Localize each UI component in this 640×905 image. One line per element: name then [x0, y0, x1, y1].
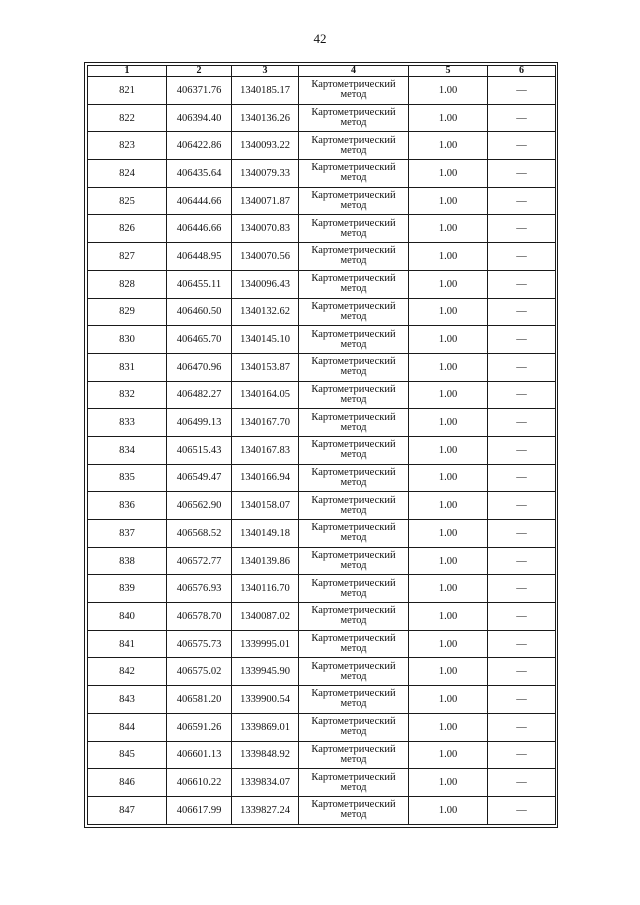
column-header-2: 2: [167, 66, 232, 77]
method-cell: [299, 547, 409, 575]
note-cell: —: [488, 520, 556, 548]
column-header-5: 5: [409, 66, 488, 77]
accuracy-cell: 1.00: [409, 104, 488, 132]
y-coordinate-cell: 1340167.70: [232, 409, 299, 437]
point-number-cell: 836: [88, 492, 167, 520]
method-text-line-1: Картометрический: [311, 494, 396, 506]
method-cell: [299, 132, 409, 160]
accuracy-cell: 1.00: [409, 796, 488, 824]
page-number: 42: [313, 31, 327, 46]
point-number-cell: 821: [88, 77, 167, 105]
y-coordinate-cell: 1339827.24: [232, 796, 299, 824]
method-text-line-2: метод: [340, 615, 367, 627]
method-cell: [299, 298, 409, 326]
point-number-cell: 835: [88, 464, 167, 492]
x-coordinate-cell: 406578.70: [167, 603, 232, 631]
note-cell: —: [488, 464, 556, 492]
y-coordinate-cell: 1339869.01: [232, 713, 299, 741]
method-text-line-2: метод: [340, 255, 367, 267]
accuracy-cell: 1.00: [409, 77, 488, 105]
method-text-line-2: метод: [340, 698, 367, 710]
method-text-line-1: Картометрический: [311, 688, 396, 700]
y-coordinate-cell: 1339900.54: [232, 686, 299, 714]
method-text-line-2: метод: [340, 227, 367, 239]
method-text-line-1: Картометрический: [311, 411, 396, 423]
x-coordinate-cell: 406601.13: [167, 741, 232, 769]
method-text-line-1: Картометрический: [311, 383, 396, 395]
method-cell: [299, 270, 409, 298]
table-row: [88, 243, 556, 271]
table-row: [88, 575, 556, 603]
x-coordinate-cell: 406549.47: [167, 464, 232, 492]
column-header-3: 3: [232, 66, 299, 77]
y-coordinate-cell: 1340087.02: [232, 603, 299, 631]
note-cell: —: [488, 713, 556, 741]
table-row: [88, 104, 556, 132]
note-cell: —: [488, 353, 556, 381]
accuracy-cell: 1.00: [409, 215, 488, 243]
method-cell: [299, 160, 409, 188]
y-coordinate-cell: 1340145.10: [232, 326, 299, 354]
table-row: [88, 436, 556, 464]
method-text-line-2: метод: [340, 310, 367, 322]
note-cell: —: [488, 741, 556, 769]
x-coordinate-cell: 406562.90: [167, 492, 232, 520]
table-row: [88, 603, 556, 631]
accuracy-cell: 1.00: [409, 547, 488, 575]
table-row: [88, 741, 556, 769]
method-text-line-1: Картометрический: [311, 439, 396, 451]
column-header-4: 4: [299, 66, 409, 77]
y-coordinate-cell: 1340149.18: [232, 520, 299, 548]
table-row: [88, 353, 556, 381]
note-cell: —: [488, 298, 556, 326]
method-cell: [299, 769, 409, 797]
y-coordinate-cell: 1340079.33: [232, 160, 299, 188]
x-coordinate-cell: 406515.43: [167, 436, 232, 464]
x-coordinate-cell: 406371.76: [167, 77, 232, 105]
method-cell: [299, 104, 409, 132]
y-coordinate-cell: 1340185.17: [232, 77, 299, 105]
table-row: [88, 769, 556, 797]
x-coordinate-cell: 406617.99: [167, 796, 232, 824]
point-number-cell: 844: [88, 713, 167, 741]
note-cell: —: [488, 575, 556, 603]
method-cell: [299, 603, 409, 631]
method-text-line-2: метод: [340, 117, 367, 129]
x-coordinate-cell: 406470.96: [167, 353, 232, 381]
note-cell: —: [488, 270, 556, 298]
method-text-line-1: Картометрический: [311, 134, 396, 146]
method-text-line-2: метод: [340, 781, 367, 793]
y-coordinate-cell: 1340167.83: [232, 436, 299, 464]
method-text-line-2: метод: [340, 809, 367, 821]
table-row: [88, 215, 556, 243]
note-cell: —: [488, 658, 556, 686]
note-cell: —: [488, 132, 556, 160]
point-number-cell: 834: [88, 436, 167, 464]
accuracy-cell: 1.00: [409, 132, 488, 160]
point-number-cell: 822: [88, 104, 167, 132]
accuracy-cell: 1.00: [409, 298, 488, 326]
accuracy-cell: 1.00: [409, 436, 488, 464]
method-text-line-1: Картометрический: [311, 577, 396, 589]
point-number-cell: 829: [88, 298, 167, 326]
method-text-line-2: метод: [340, 89, 367, 101]
method-text-line-1: Картометрический: [311, 328, 396, 340]
accuracy-cell: 1.00: [409, 713, 488, 741]
accuracy-cell: 1.00: [409, 243, 488, 271]
method-cell: [299, 464, 409, 492]
method-cell: [299, 796, 409, 824]
table-row: [88, 270, 556, 298]
method-text-line-1: Картометрический: [311, 605, 396, 617]
method-text-line-1: Картометрический: [311, 162, 396, 174]
note-cell: —: [488, 104, 556, 132]
note-cell: —: [488, 547, 556, 575]
method-cell: [299, 215, 409, 243]
note-cell: —: [488, 603, 556, 631]
method-text-line-2: метод: [340, 338, 367, 350]
point-number-cell: 842: [88, 658, 167, 686]
x-coordinate-cell: 406446.66: [167, 215, 232, 243]
method-text-line-1: Картометрический: [311, 550, 396, 562]
note-cell: —: [488, 409, 556, 437]
method-text-line-1: Картометрический: [311, 190, 396, 202]
method-text-line-1: Картометрический: [311, 771, 396, 783]
method-cell: [299, 409, 409, 437]
method-text-line-1: Картометрический: [311, 245, 396, 257]
accuracy-cell: 1.00: [409, 409, 488, 437]
y-coordinate-cell: 1340093.22: [232, 132, 299, 160]
method-cell: [299, 326, 409, 354]
point-number-cell: 839: [88, 575, 167, 603]
method-text-line-1: Картометрический: [311, 743, 396, 755]
accuracy-cell: 1.00: [409, 381, 488, 409]
x-coordinate-cell: 406394.40: [167, 104, 232, 132]
y-coordinate-cell: 1340164.05: [232, 381, 299, 409]
x-coordinate-cell: 406448.95: [167, 243, 232, 271]
accuracy-cell: 1.00: [409, 769, 488, 797]
note-cell: —: [488, 769, 556, 797]
table-body: [88, 77, 556, 825]
method-text-line-1: Картометрический: [311, 522, 396, 534]
note-cell: —: [488, 215, 556, 243]
note-cell: —: [488, 630, 556, 658]
method-cell: [299, 575, 409, 603]
method-text-line-1: Картометрический: [311, 799, 396, 811]
x-coordinate-cell: 406460.50: [167, 298, 232, 326]
method-text-line-1: Картометрический: [311, 300, 396, 312]
y-coordinate-cell: 1339995.01: [232, 630, 299, 658]
note-cell: —: [488, 160, 556, 188]
x-coordinate-cell: 406610.22: [167, 769, 232, 797]
accuracy-cell: 1.00: [409, 575, 488, 603]
x-coordinate-cell: 406575.02: [167, 658, 232, 686]
accuracy-cell: 1.00: [409, 160, 488, 188]
point-number-cell: 824: [88, 160, 167, 188]
method-text-line-2: метод: [340, 421, 367, 433]
note-cell: —: [488, 187, 556, 215]
method-text-line-2: метод: [340, 393, 367, 405]
y-coordinate-cell: 1340096.43: [232, 270, 299, 298]
y-coordinate-cell: 1340070.83: [232, 215, 299, 243]
column-header-6: 6: [488, 66, 556, 77]
note-cell: —: [488, 796, 556, 824]
column-header-1: 1: [88, 66, 167, 77]
x-coordinate-cell: 406435.64: [167, 160, 232, 188]
accuracy-cell: 1.00: [409, 326, 488, 354]
point-number-cell: 831: [88, 353, 167, 381]
table-row: [88, 298, 556, 326]
method-cell: [299, 630, 409, 658]
point-number-cell: 846: [88, 769, 167, 797]
accuracy-cell: 1.00: [409, 270, 488, 298]
table-row: [88, 520, 556, 548]
y-coordinate-cell: 1340136.26: [232, 104, 299, 132]
table-row: [88, 796, 556, 824]
y-coordinate-cell: 1340070.56: [232, 243, 299, 271]
point-number-cell: 845: [88, 741, 167, 769]
method-text-line-1: Картометрический: [311, 716, 396, 728]
accuracy-cell: 1.00: [409, 520, 488, 548]
y-coordinate-cell: 1339834.07: [232, 769, 299, 797]
table-row: [88, 326, 556, 354]
y-coordinate-cell: 1339848.92: [232, 741, 299, 769]
accuracy-cell: 1.00: [409, 353, 488, 381]
method-text-line-2: метод: [340, 726, 367, 738]
x-coordinate-cell: 406591.26: [167, 713, 232, 741]
x-coordinate-cell: 406422.86: [167, 132, 232, 160]
method-text-line-1: Картометрический: [311, 79, 396, 91]
table-row: [88, 381, 556, 409]
method-text-line-1: Картометрический: [311, 273, 396, 285]
method-cell: [299, 77, 409, 105]
method-cell: [299, 187, 409, 215]
point-number-cell: 843: [88, 686, 167, 714]
table-row: [88, 658, 556, 686]
accuracy-cell: 1.00: [409, 464, 488, 492]
method-cell: [299, 686, 409, 714]
point-number-cell: 832: [88, 381, 167, 409]
method-cell: [299, 658, 409, 686]
x-coordinate-cell: 406575.73: [167, 630, 232, 658]
point-number-cell: 825: [88, 187, 167, 215]
method-text-line-2: метод: [340, 504, 367, 516]
method-text-line-2: метод: [340, 643, 367, 655]
accuracy-cell: 1.00: [409, 741, 488, 769]
y-coordinate-cell: 1340166.94: [232, 464, 299, 492]
x-coordinate-cell: 406499.13: [167, 409, 232, 437]
point-number-cell: 833: [88, 409, 167, 437]
column-number-header-row: [88, 66, 556, 77]
method-text-line-2: метод: [340, 449, 367, 461]
coordinates-table: [87, 65, 556, 825]
point-number-cell: 847: [88, 796, 167, 824]
method-text-line-1: Картометрический: [311, 217, 396, 229]
x-coordinate-cell: 406482.27: [167, 381, 232, 409]
method-text-line-2: метод: [340, 532, 367, 544]
table-row: [88, 132, 556, 160]
x-coordinate-cell: 406444.66: [167, 187, 232, 215]
y-coordinate-cell: 1340139.86: [232, 547, 299, 575]
y-coordinate-cell: 1339945.90: [232, 658, 299, 686]
point-number-cell: 838: [88, 547, 167, 575]
method-text-line-2: метод: [340, 476, 367, 488]
note-cell: —: [488, 326, 556, 354]
method-text-line-2: метод: [340, 753, 367, 765]
x-coordinate-cell: 406572.77: [167, 547, 232, 575]
x-coordinate-cell: 406568.52: [167, 520, 232, 548]
table-row: [88, 630, 556, 658]
note-cell: —: [488, 436, 556, 464]
y-coordinate-cell: 1340153.87: [232, 353, 299, 381]
accuracy-cell: 1.00: [409, 603, 488, 631]
method-text-line-2: метод: [340, 560, 367, 572]
y-coordinate-cell: 1340116.70: [232, 575, 299, 603]
accuracy-cell: 1.00: [409, 686, 488, 714]
y-coordinate-cell: 1340132.62: [232, 298, 299, 326]
method-cell: [299, 381, 409, 409]
table-row: [88, 160, 556, 188]
method-cell: [299, 741, 409, 769]
x-coordinate-cell: 406465.70: [167, 326, 232, 354]
method-cell: [299, 436, 409, 464]
method-text-line-2: метод: [340, 283, 367, 295]
table-row: [88, 77, 556, 105]
point-number-cell: 840: [88, 603, 167, 631]
method-text-line-1: Картометрический: [311, 466, 396, 478]
x-coordinate-cell: 406455.11: [167, 270, 232, 298]
y-coordinate-cell: 1340071.87: [232, 187, 299, 215]
point-number-cell: 827: [88, 243, 167, 271]
method-cell: [299, 520, 409, 548]
method-cell: [299, 492, 409, 520]
note-cell: —: [488, 686, 556, 714]
method-text-line-2: метод: [340, 587, 367, 599]
accuracy-cell: 1.00: [409, 658, 488, 686]
method-text-line-2: метод: [340, 670, 367, 682]
accuracy-cell: 1.00: [409, 187, 488, 215]
table-row: [88, 464, 556, 492]
note-cell: —: [488, 492, 556, 520]
point-number-cell: 823: [88, 132, 167, 160]
method-text-line-2: метод: [340, 366, 367, 378]
note-cell: —: [488, 77, 556, 105]
y-coordinate-cell: 1340158.07: [232, 492, 299, 520]
method-text-line-2: метод: [340, 172, 367, 184]
table-row: [88, 686, 556, 714]
table-row: [88, 187, 556, 215]
table-row: [88, 713, 556, 741]
method-text-line-2: метод: [340, 200, 367, 212]
method-text-line-1: Картометрический: [311, 356, 396, 368]
method-text-line-1: Картометрический: [311, 107, 396, 119]
method-text-line-2: метод: [340, 144, 367, 156]
point-number-cell: 841: [88, 630, 167, 658]
point-number-cell: 826: [88, 215, 167, 243]
method-text-line-1: Картометрический: [311, 633, 396, 645]
point-number-cell: 830: [88, 326, 167, 354]
point-number-cell: 837: [88, 520, 167, 548]
accuracy-cell: 1.00: [409, 492, 488, 520]
x-coordinate-cell: 406581.20: [167, 686, 232, 714]
method-text-line-1: Картометрический: [311, 660, 396, 672]
x-coordinate-cell: 406576.93: [167, 575, 232, 603]
method-cell: [299, 713, 409, 741]
point-number-cell: 828: [88, 270, 167, 298]
table-row: [88, 492, 556, 520]
accuracy-cell: 1.00: [409, 630, 488, 658]
method-cell: [299, 243, 409, 271]
table-row: [88, 409, 556, 437]
table-row: [88, 547, 556, 575]
method-cell: [299, 353, 409, 381]
note-cell: —: [488, 381, 556, 409]
note-cell: —: [488, 243, 556, 271]
